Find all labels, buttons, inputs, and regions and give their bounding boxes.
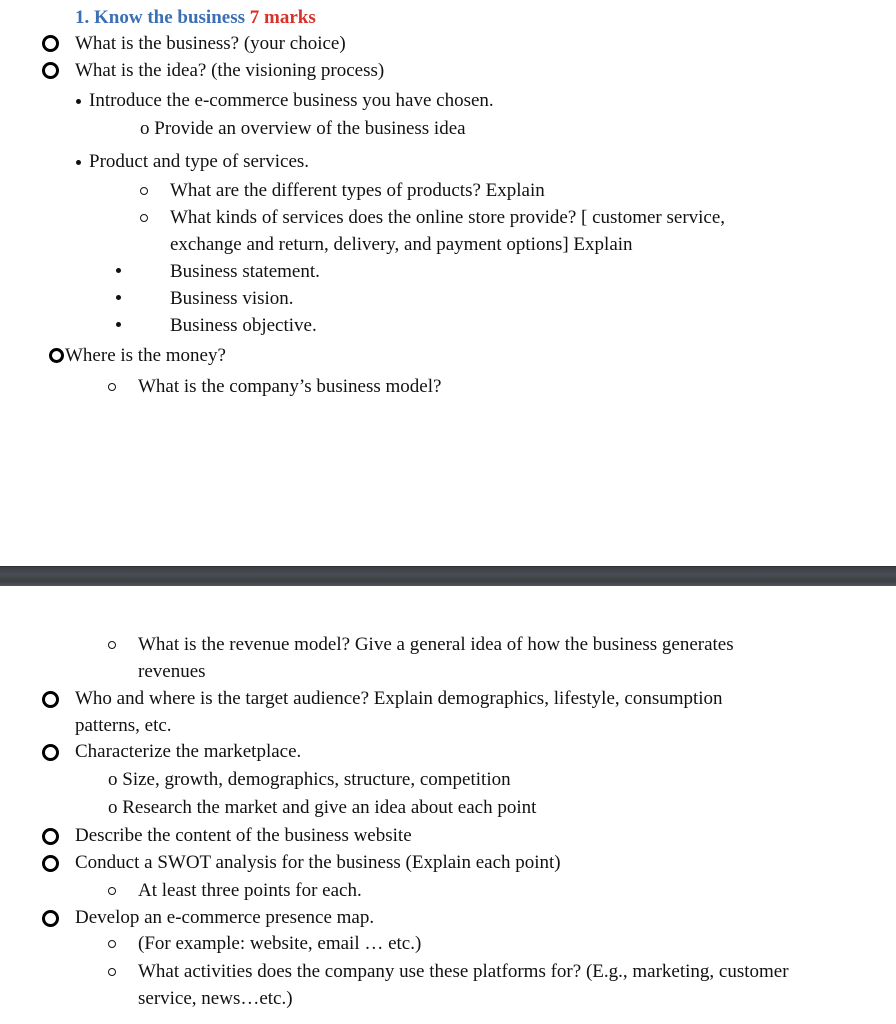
- item-introduce: Introduce the e-commerce business you have chosen.: [89, 90, 494, 111]
- item-swot: Conduct a SWOT analysis for the business (Explain each point): [75, 852, 561, 873]
- item-revenue-line2: revenues: [138, 661, 206, 682]
- item-vision: Business vision.: [170, 288, 294, 309]
- hollow-bullet-icon: [108, 641, 116, 649]
- item-money: Where is the money?: [65, 345, 226, 366]
- circle-bullet-icon: [42, 744, 59, 761]
- item-presence-map: Develop an e-commerce presence map.: [75, 907, 375, 928]
- page-divider: [0, 566, 896, 587]
- item-business-model: What is the company’s business model?: [138, 376, 442, 397]
- dot-bullet-icon: [116, 268, 121, 273]
- circle-bullet-icon: [42, 855, 59, 872]
- hollow-bullet-icon: [108, 887, 116, 895]
- question-idea: What is the idea? (the visioning process): [75, 60, 385, 81]
- question-business: What is the business? (your choice): [75, 33, 346, 54]
- item-research: o Research the market and give an idea about each point: [108, 797, 537, 818]
- document-page-2: [0, 586, 896, 1024]
- hollow-bullet-icon: [140, 214, 148, 222]
- dot-bullet-icon: [76, 160, 81, 165]
- item-overview: o Provide an overview of the business idea: [140, 118, 466, 139]
- item-services-line2: exchange and return, delivery, and payment options] Explain: [170, 234, 633, 255]
- circle-bullet-icon: [42, 691, 59, 708]
- dot-bullet-icon: [116, 322, 121, 327]
- hollow-bullet-icon: [108, 968, 116, 976]
- item-audience-line1: Who and where is the target audience? Explain demographics, lifestyle, consumption: [75, 688, 723, 709]
- item-product: Product and type of services.: [89, 151, 310, 172]
- item-services-line1: What kinds of services does the online store provide? [ customer service,: [170, 207, 726, 228]
- dot-bullet-icon: [116, 295, 121, 300]
- circle-bullet-icon: [42, 910, 59, 927]
- item-activities-line2: service, news…etc.): [138, 988, 293, 1009]
- dot-bullet-icon: [76, 99, 81, 104]
- circle-bullet-icon: [42, 35, 59, 52]
- item-size: o Size, growth, demographics, structure, competition: [108, 769, 511, 790]
- item-activities-line1: What activities does the company use these platforms for? (E.g., marketing, customer: [138, 961, 789, 982]
- item-three-points: At least three points for each.: [138, 880, 362, 901]
- heading-marks: 7 marks: [249, 7, 316, 28]
- item-audience-line2: patterns, etc.: [75, 715, 172, 736]
- item-marketplace: Characterize the marketplace.: [75, 741, 302, 762]
- item-revenue-line1: What is the revenue model? Give a general idea of how the business generates: [138, 634, 734, 655]
- hollow-bullet-icon: [108, 940, 116, 948]
- circle-bullet-icon: [42, 828, 59, 845]
- item-website: Describe the content of the business website: [75, 825, 412, 846]
- item-statement: Business statement.: [170, 261, 320, 282]
- section-heading: [75, 7, 316, 29]
- circle-bullet-icon: [49, 348, 64, 363]
- hollow-bullet-icon: [108, 383, 116, 391]
- hollow-bullet-icon: [140, 187, 148, 195]
- circle-bullet-icon: [42, 62, 59, 79]
- item-objective: Business objective.: [170, 315, 317, 336]
- item-example: (For example: website, email … etc.): [138, 933, 422, 954]
- item-types-products: What are the different types of products? Explain: [170, 180, 545, 201]
- heading-title: 1. Know the business: [75, 7, 245, 28]
